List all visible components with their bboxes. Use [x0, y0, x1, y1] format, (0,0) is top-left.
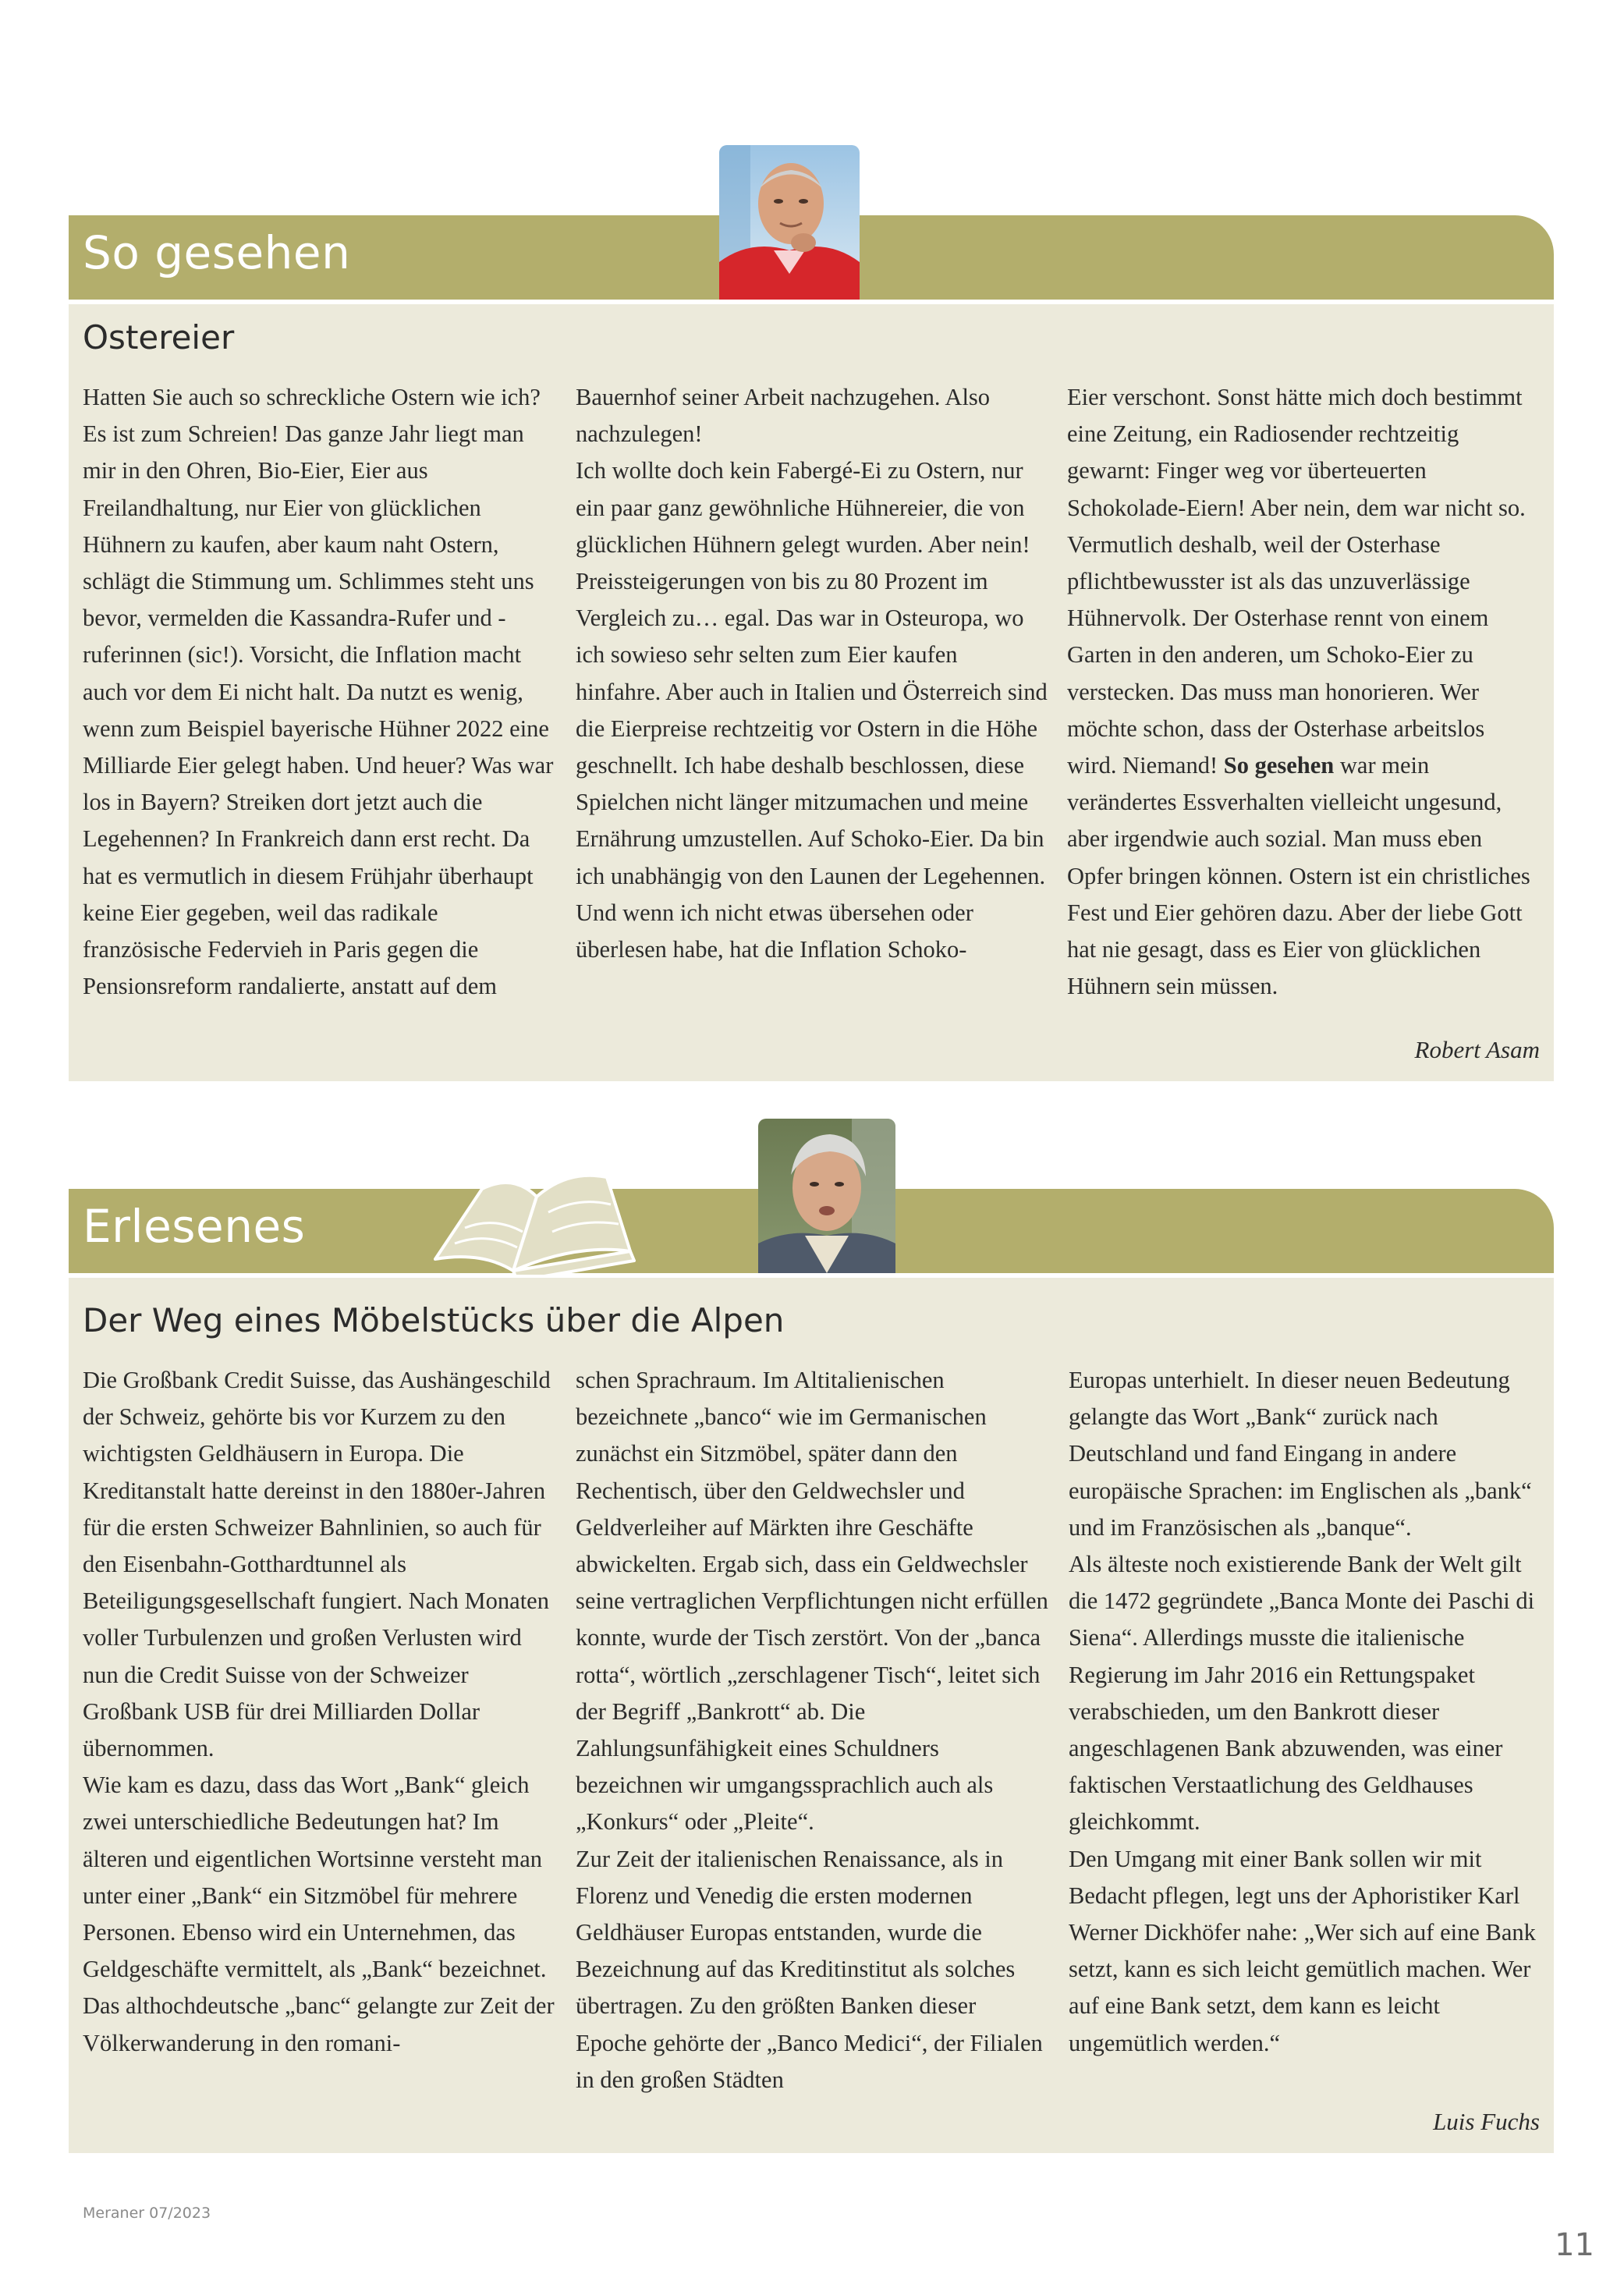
paragraph: Ich wollte doch kein Fabergé-Ei zu Ostern, nur ein paar ganz gewöhnliche Hühnereier, die von glücklichen Hühnern gelegt wurden. Aber nein! Preissteigerungen von bis zu 80 Prozent im Vergleich zu… egal. Das war in Osteuropa, wo ich sowieso sehr selten zum Eier kaufen hinfahre. Aber auch in Italien und Österreich sind die Eierpreise rechtzeitig vor Ostern in die Höhe geschnellt. Ich habe deshalb beschlossen, diese Spielchen nicht länger mitzumachen und meine Ernährung umzustellen. Auf Schoko-Eier. Da bin ich unabhängig von den Launen der Legehennen.	[576, 457, 1048, 889]
section-title: So gesehen	[83, 226, 351, 279]
paragraph: Den Umgang mit einer Bank sollen wir mit Bedacht pflegen, legt uns der Aphoristiker Karl Werner Dickhöfer nahe: „Wer sich auf eine Bank setzt, kann es sich leicht gemütlich machen. Wer auf eine Bank setzt, dem kann es leicht ungemütlich werden.“	[1069, 1845, 1536, 2056]
paragraph-text: war mein verändertes Essverhalten vielleicht ungesund, aber irgendwie auch sozial. Man muss eben Opfer bringen können. Ostern ist ein christliches Fest und Eier gehören dazu. Aber der liebe Gott hat nie gesagt, dass es Eier von glücklichen Hühnern sein müssen.	[1067, 752, 1530, 1000]
article-panel	[69, 304, 1554, 1081]
paragraph: Und wenn ich nicht etwas übersehen oder überlesen habe, hat die Inflation Schoko-	[576, 899, 973, 963]
paragraph: Die Großbank Credit Suisse, das Aushängeschild der Schweiz, gehörte bis vor Kurzem zu den wichtigsten Geldhäusern in Europa. Die Kreditanstalt hatte dereinst in den 1880er-Jahren für die ersten Schweizer Bahnlinien, so auch für den Eisenbahn-Gotthardtunnel als Beteiligungsgesellschaft fungiert. Nach Monaten voller Turbulenzen und großen Verlusten wird nun die Credit Suisse von der Schweizer Großbank USB für drei Milliarden Dollar übernommen.	[83, 1367, 551, 1762]
bold-phrase: So gesehen	[1223, 752, 1335, 779]
article-headline: Der Weg eines Möbelstücks über die Alpen	[83, 1301, 785, 1339]
open-book-icon	[420, 1158, 638, 1275]
article-column-3	[1067, 379, 1540, 1005]
article-panel	[69, 1278, 1554, 2153]
paragraph: Zur Zeit der italienischen Renaissance, als in Florenz und Venedig die ersten modernen Geldhäuser Europas entstanden, wurde die Bezeichnung auf das Kreditinstitut als solches übertragen. Zu den größten Banken dieser Epoche gehörte der „Banco Medici“, der Filialen in den großen Städten	[576, 1845, 1043, 2093]
author-name: Robert Asam	[1414, 1036, 1540, 1063]
author-name: Luis Fuchs	[1433, 2108, 1540, 2135]
paragraph: schen Sprachraum. Im Altitalienischen bezeichnete „banco“ wie im Germanischen zunächst ein Sitzmöbel, später dann den Rechentisch, über den Geldwechsler und Geldverleiher auf Märkten ihre Geschäfte abwickelten. Ergab sich, dass ein Geldwechsler seine vertraglichen Verpflichtungen nicht erfüllen konnte, wurde der Tisch zerstört. Von der „banca rotta“, wörtlich „zerschlagener Tisch“, leitet sich der Begriff „Bankrott“ ab. Die Zahlungsunfähigkeit eines Schuldners bezeichnen wir umgangssprachlich auch als „Konkurs“ oder „Pleite“.	[576, 1367, 1048, 1836]
section-title: Erlesenes	[83, 1200, 306, 1253]
paragraph: Wie kam es dazu, dass das Wort „Bank“ gleich zwei unterschiedliche Bedeutungen hat? Im älteren und eigentlichen Wortsinne versteht man unter einer „Bank“ ein Sitzmöbel für mehrere Personen. Ebenso wird ein Unternehmen, das Geldgeschäfte vermittelt, als „Bank“ bezeichnet.	[83, 1772, 547, 1983]
article-column-1	[83, 379, 555, 1005]
article-column-1	[83, 1362, 555, 2062]
paragraph: Bauernhof seiner Arbeit nachzugehen. Also nachzulegen!	[576, 384, 991, 448]
paragraph: Als älteste noch existierende Bank der Welt gilt die 1472 gegründete „Banca Monte dei Paschi di Siena“. Allerdings musste die italienische Regierung im Jahr 2016 ein Rettungspaket verabschieden, um den Bankrott dieser angeschlagenen Bank abzuwenden, was einer faktischen Verstaatlichung des Geldhauses gleichkommt.	[1069, 1551, 1535, 1836]
article-column-3	[1069, 1362, 1541, 2062]
paragraph-text: Eier verschont. Sonst hätte mich doch bestimmt eine Zeitung, ein Radiosender rechtzeitig gewarnt: Finger weg vor überteuerten Schokolade-Eiern! Aber nein, dem war nicht so. Vermutlich deshalb, weil der Osterhase pflichtbewusster ist als das unzuverlässige Hühnervolk. Der Osterhase rennt von einem Garten in den anderen, um Schoko-Eier zu verstecken. Das muss man honorieren. Wer möchte schon, dass der Osterhase arbeitslos wird. Niemand!	[1067, 384, 1526, 779]
paragraph: Hatten Sie auch so schreckliche Ostern wie ich? Es ist zum Schreien! Das ganze Jahr liegt man mir in den Ohren, Bio-Eier, Eier aus Freilandhaltung, nur Eier von glücklichen Hühnern zu kaufen, aber kaum naht Ostern, schlägt die Stimmung um. Schlimmes steht uns bevor, vermelden die Kassandra-Rufer und -ruferinnen (sic!). Vorsicht, die Inflation macht auch vor dem Ei nicht halt. Da nutzt es wenig, wenn zum Beispiel bayerische Hühner 2022 eine Milliarde Eier gelegt haben. Und heuer? Was war los in Bayern? Streiken dort jetzt auch die Legehennen? In Frankreich dann erst recht. Da hat es vermutlich in diesem Frühjahr überhaupt keine Eier gegeben, weil das radikale französische Federvieh in Paris gegen die Pensionsreform randalierte, anstatt auf dem	[83, 384, 554, 1000]
issue-label: Meraner 07/2023	[83, 2205, 211, 2222]
article-column-2	[576, 379, 1048, 968]
article-headline: Ostereier	[83, 318, 235, 357]
paragraph: Europas unterhielt. In dieser neuen Bedeutung gelangte das Wort „Bank“ zurück nach Deutschland und fand Eingang in andere europäische Sprachen: im Englischen als „bank“ und im Französischen als „banque“.	[1069, 1367, 1532, 1541]
page-number: 11	[1555, 2227, 1594, 2263]
author-photo-robert-asam	[719, 145, 860, 300]
author-photo-luis-fuchs	[758, 1119, 895, 1273]
paragraph	[1067, 379, 1540, 1005]
paragraph: Das althochdeutsche „banc“ gelangte zur Zeit der Völkerwanderung in den romani-	[83, 1992, 555, 2056]
article-column-2	[576, 1362, 1048, 2098]
